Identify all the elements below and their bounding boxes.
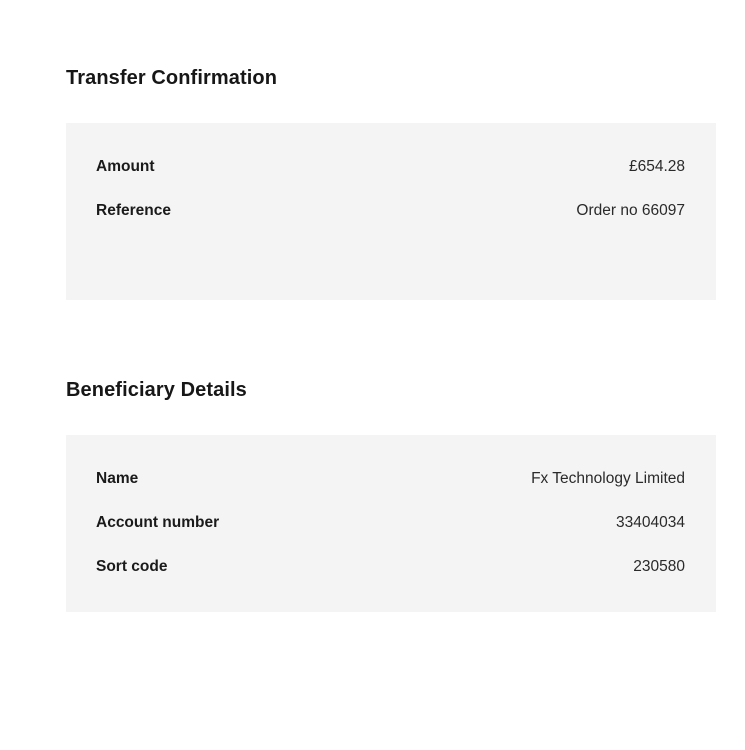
sort-code-label: Sort code xyxy=(96,558,168,575)
account-number-label: Account number xyxy=(96,514,220,531)
beneficiary-name-label: Name xyxy=(96,470,139,487)
amount-row xyxy=(96,156,685,178)
account-number-row xyxy=(96,512,685,534)
amount-label: Amount xyxy=(96,158,155,175)
reference-value: Order no 66097 xyxy=(576,202,685,219)
sort-code-value: 230580 xyxy=(633,558,685,575)
reference-row xyxy=(96,200,685,222)
amount-value: £654.28 xyxy=(628,158,685,175)
beneficiary-details-card xyxy=(66,435,716,612)
beneficiary-name-value: Fx Technology Limited xyxy=(531,470,685,487)
sort-code-row xyxy=(96,556,685,578)
transfer-confirmation-heading: Transfer Confirmation xyxy=(66,67,278,89)
reference-label: Reference xyxy=(96,202,171,219)
beneficiary-name-row xyxy=(96,468,685,490)
transfer-details-card xyxy=(66,123,716,300)
account-number-value: 33404034 xyxy=(616,514,685,531)
beneficiary-details-heading: Beneficiary Details xyxy=(66,379,247,401)
